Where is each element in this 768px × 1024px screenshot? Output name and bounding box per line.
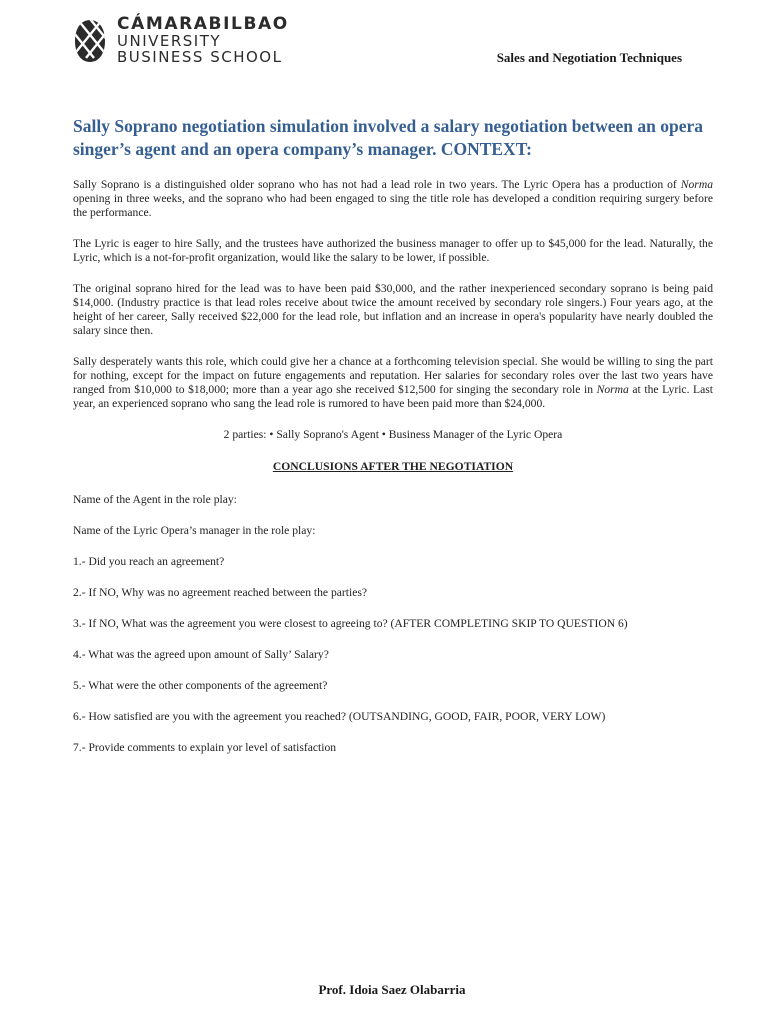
- question-1: 1.- Did you reach an agreement?: [73, 555, 225, 568]
- logo-emblem-icon: [72, 18, 108, 64]
- opera-title-norma: Norma: [680, 178, 713, 191]
- context-paragraph-4-part-b: at the Lyric. Last year, an experienced soprano who sang the lead role is rumored to have been paid more than $24,000.: [73, 383, 714, 410]
- question-4: 4.- What was the agreed upon amount of Sally’ Salary?: [73, 648, 329, 661]
- course-name: Sales and Negotiation Techniques: [496, 50, 682, 65]
- manager-name-field: Name of the Lyric Opera’s manager in the role play:: [73, 524, 316, 537]
- logo-line-university: UNIVERSITY: [117, 32, 222, 50]
- question-2: 2.- If NO, Why was no agreement reached between the parties?: [73, 586, 368, 599]
- school-logo: [72, 16, 289, 65]
- context-paragraph-1: [73, 178, 713, 220]
- logo-line-camarabilbao: CÁMARABILBAO: [117, 14, 289, 34]
- agent-name-field: Name of the Agent in the role play:: [73, 493, 237, 506]
- conclusions-heading: CONCLUSIONS AFTER THE NEGOTIATION: [272, 460, 514, 473]
- context-paragraph-1-part-b: opening in three weeks, and the soprano who had been engaged to sing the title role has developed a condition requiring surgery before the performance.: [73, 192, 713, 219]
- logo-line-business-school: BUSINESS SCHOOL: [117, 48, 283, 66]
- context-paragraph-4: [73, 355, 713, 411]
- professor-name: Prof. Idoia Saez Olabarria: [318, 982, 466, 997]
- document-title: Sally Soprano negotiation simulation involved a salary negotiation between an opera singer’s agent and an opera company’s manager. CONTEXT:: [73, 116, 704, 159]
- context-paragraph-1-part-a: Sally Soprano is a distinguished older soprano who has not had a lead role in two years. The Lyric Opera has a production of: [73, 178, 681, 191]
- context-paragraph-4-part-a: Sally desperately wants this role, which could give her a chance at a forthcoming television special. She would be willing to sing the part for nothing, except for the impact on future engagements and reputation. Her salaries for secondary roles over the last two years have ranged from $10,000 to $18,000; more than a year ago she received $12,500 for singing the secondary role in: [73, 355, 713, 396]
- context-paragraph-3: The original soprano hired for the lead was to have been paid $30,000, and the rather inexperienced secondary soprano is being paid $14,000. (Industry practice is that lead roles receive about twice the amount received by secondary role singers.) Four years ago, at the height of her career, Sally received $22,000 for the lead role, but inflation and an increase in opera's popularity have nearly doubled the salary since then.: [73, 282, 713, 337]
- question-5: 5.- What were the other components of the agreement?: [73, 679, 328, 692]
- question-7: 7.- Provide comments to explain yor level of satisfaction: [73, 741, 337, 754]
- question-6: 6.- How satisfied are you with the agreement you reached? (OUTSANDING, GOOD, FAIR, POOR, VERY LOW): [73, 710, 606, 723]
- parties-line: 2 parties: • Sally Soprano's Agent • Business Manager of the Lyric Opera: [223, 428, 563, 441]
- document-body: [73, 178, 713, 772]
- context-paragraph-2: The Lyric is eager to hire Sally, and the trustees have authorized the business manager to offer up to $45,000 for the lead. Naturally, the Lyric, which is a not-for-profit organization, would like the salary to be lower, if possible.: [73, 237, 713, 264]
- opera-title-norma: Norma: [596, 383, 629, 396]
- logo-wordmark: [117, 16, 289, 65]
- question-3: 3.- If NO, What was the agreement you were closest to agreeing to? (AFTER COMPLETING SKIP TO QUESTION 6): [73, 617, 628, 630]
